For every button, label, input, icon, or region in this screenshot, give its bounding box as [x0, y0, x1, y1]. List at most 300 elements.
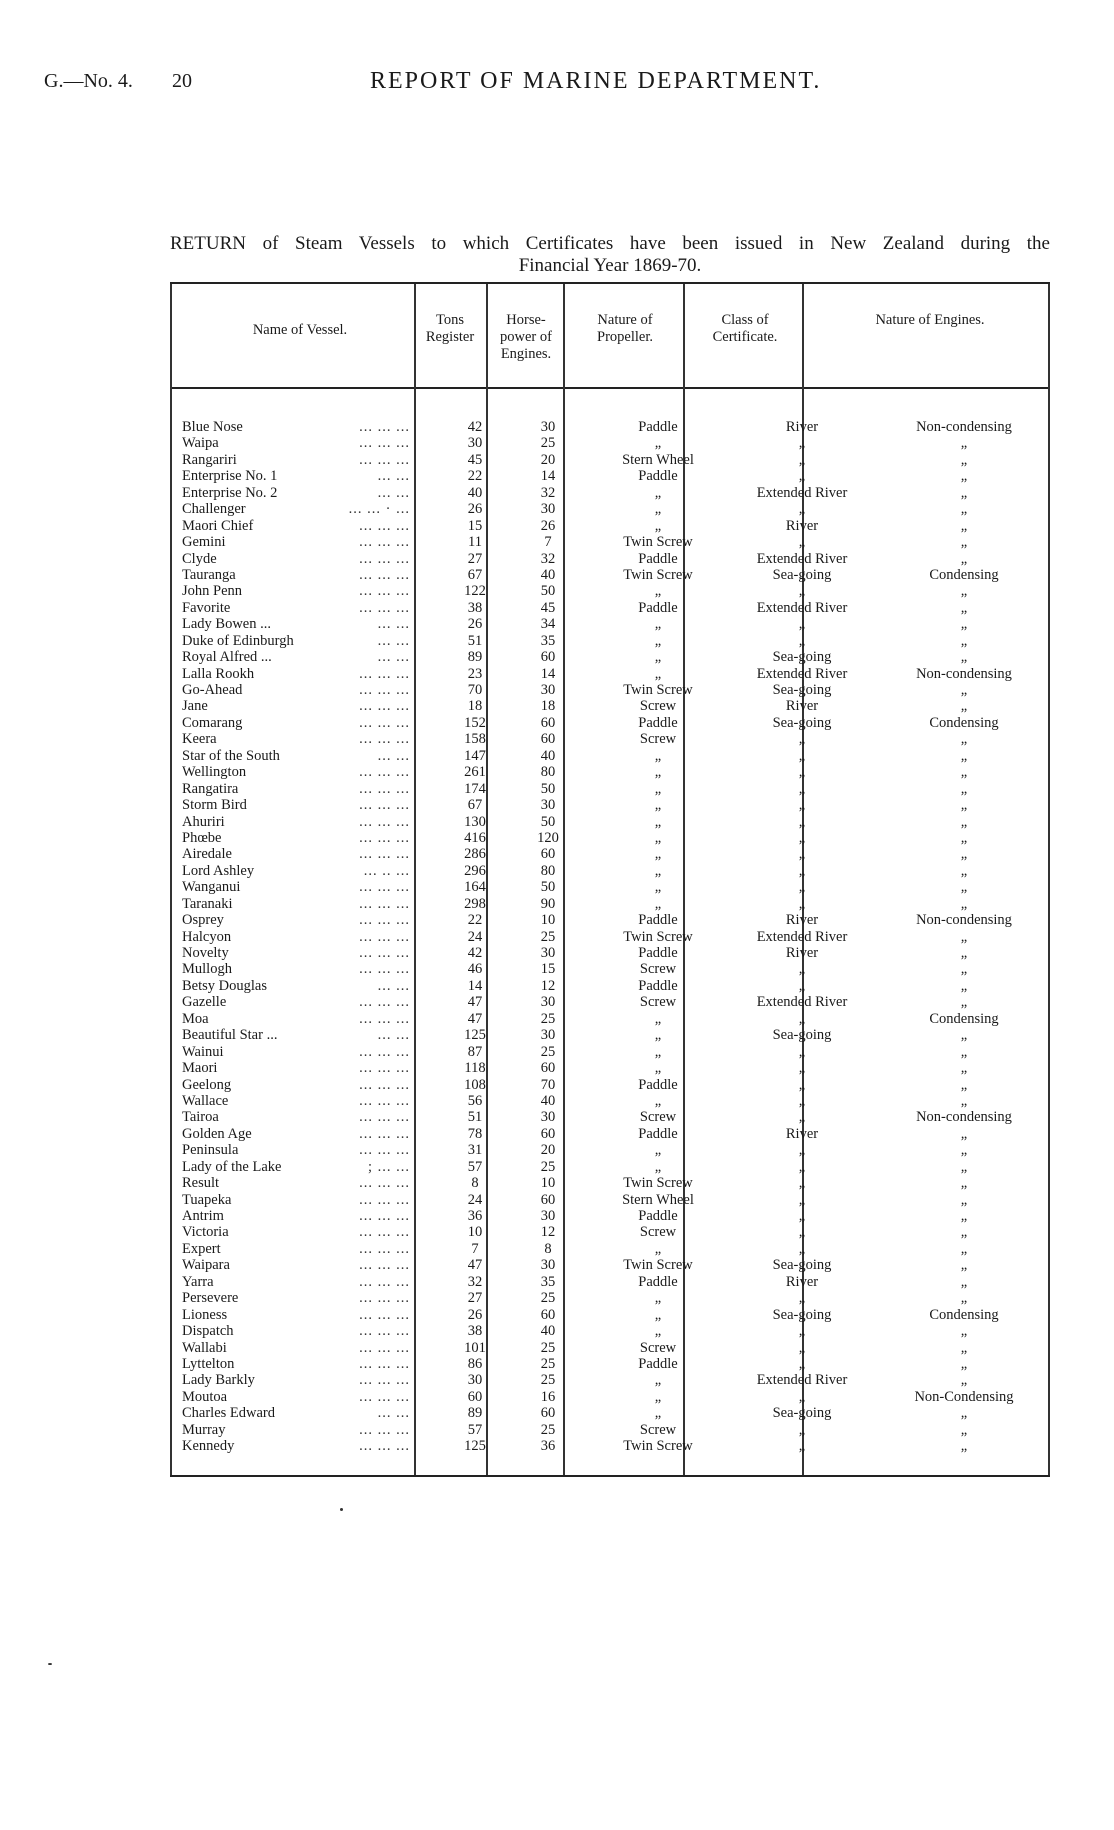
engines-cell: Non-condensing: [916, 665, 1012, 682]
tons-register-cell: 158: [464, 731, 486, 748]
engines-cell: Non-condensing: [916, 912, 1012, 929]
dot-leader: ... ...: [377, 632, 410, 649]
engines-cell: „: [960, 879, 968, 896]
propeller-cell: „: [654, 1043, 662, 1060]
table-row: [170, 764, 1050, 780]
dot-leader: ... ...: [377, 649, 410, 666]
tons-register-cell: 416: [464, 829, 486, 846]
table-title: [170, 233, 1050, 277]
propeller-cell: „: [654, 1142, 662, 1159]
certificate-class-cell: „: [798, 813, 806, 830]
vessel-name-cell: Result: [182, 1175, 220, 1192]
horsepower-cell: 20: [540, 1142, 556, 1159]
dot-leader: ... ... ...: [359, 599, 410, 616]
dot-leader: ... ... ...: [359, 1076, 410, 1093]
horsepower-cell: 30: [540, 501, 556, 518]
table-row: [170, 1192, 1050, 1208]
certificate-class-cell: River: [785, 1125, 819, 1142]
tons-register-cell: 7: [471, 1240, 479, 1257]
certificate-class-cell: Extended River: [756, 484, 848, 501]
engines-cell: „: [960, 945, 968, 961]
dot-leader: ... ... ...: [359, 1421, 410, 1438]
engines-cell: „: [960, 1060, 968, 1077]
horsepower-cell: 50: [540, 583, 556, 600]
tons-register-cell: 46: [467, 961, 483, 978]
propeller-cell: „: [654, 1092, 662, 1109]
horsepower-cell: 80: [540, 862, 556, 879]
table-row: [170, 600, 1050, 616]
certificate-class-cell: River: [785, 698, 819, 715]
tons-register-cell: 125: [464, 1438, 486, 1455]
horsepower-cell: 60: [540, 1191, 556, 1208]
tons-register-cell: 22: [467, 468, 483, 485]
dot-leader: ... ... ...: [359, 566, 410, 583]
certificate-class-cell: „: [798, 1076, 806, 1093]
propeller-cell: „: [654, 846, 662, 863]
propeller-cell: „: [654, 665, 662, 682]
horsepower-cell: 32: [540, 550, 556, 567]
dot-leader: ... ...: [377, 1027, 410, 1044]
table-row: [170, 1241, 1050, 1257]
certificate-class-cell: Sea-going: [772, 1405, 832, 1422]
dot-leader: ... ... ...: [359, 1257, 410, 1274]
horsepower-cell: 50: [540, 879, 556, 896]
tons-register-cell: 70: [467, 682, 483, 698]
vessel-name-cell: Airedale: [182, 846, 232, 863]
horsepower-cell: 60: [540, 714, 556, 731]
propeller-cell: „: [654, 649, 662, 666]
propeller-cell: Paddle: [638, 1273, 678, 1290]
propeller-cell: Paddle: [638, 1208, 678, 1224]
horsepower-cell: 25: [540, 1010, 556, 1027]
table-row: [170, 485, 1050, 501]
engines-cell: „: [960, 435, 968, 452]
tons-register-cell: 31: [467, 1142, 483, 1159]
certificate-class-cell: River: [785, 517, 819, 534]
page-title: REPORT OF MARINE DEPARTMENT.: [370, 68, 822, 94]
table-row: [170, 797, 1050, 813]
vessel-name-cell: Lioness: [182, 1306, 228, 1323]
dot-leader: ... ... ...: [359, 1208, 410, 1224]
certificate-class-cell: Sea-going: [772, 1306, 832, 1323]
vessel-name-cell: Storm Bird: [182, 797, 247, 814]
dot-leader: ... ... ...: [359, 961, 410, 978]
vessel-name-cell: Peninsula: [182, 1142, 239, 1159]
propeller-cell: „: [654, 501, 662, 518]
certificate-class-cell: River: [785, 945, 819, 961]
certificate-class-cell: „: [798, 1224, 806, 1241]
table-row: [170, 534, 1050, 550]
certificate-class-cell: „: [798, 1323, 806, 1340]
engines-cell: „: [960, 1240, 968, 1257]
vessel-name-cell: Golden Age: [182, 1125, 252, 1142]
vessel-name-cell: Kennedy: [182, 1438, 235, 1455]
engines-cell: „: [960, 1043, 968, 1060]
tons-register-cell: 36: [467, 1208, 483, 1224]
propeller-cell: „: [654, 879, 662, 896]
dot-leader: ... ... ...: [359, 1092, 410, 1109]
tons-register-cell: 130: [464, 813, 486, 830]
propeller-cell: „: [654, 1388, 662, 1405]
tons-register-cell: 26: [467, 501, 483, 518]
dot-leader: ... ...: [377, 977, 410, 994]
vessel-name-cell: Lady Barkly: [182, 1372, 255, 1389]
propeller-cell: Screw: [639, 961, 677, 978]
certificate-class-cell: „: [798, 895, 806, 912]
propeller-cell: Twin Screw: [623, 928, 693, 945]
column-header-tons: Tons Register: [425, 312, 475, 345]
table-row: [170, 1208, 1050, 1224]
dot-leader: ... ... ...: [359, 1142, 410, 1159]
engines-cell: „: [960, 1027, 968, 1044]
tons-register-cell: 89: [467, 649, 483, 666]
column-header-engines: Nature of Engines.: [875, 312, 985, 328]
table-row: [170, 863, 1050, 879]
certificate-class-cell: „: [798, 1421, 806, 1438]
horsepower-cell: 60: [540, 731, 556, 748]
engines-cell: „: [960, 550, 968, 567]
vessel-name-cell: Waipa: [182, 435, 219, 452]
vessel-name-cell: Keera: [182, 731, 217, 748]
table-row: [170, 1175, 1050, 1191]
tons-register-cell: 47: [467, 994, 483, 1011]
certificate-class-cell: „: [798, 1208, 806, 1224]
propeller-cell: Screw: [639, 1109, 677, 1126]
engines-cell: „: [960, 1339, 968, 1356]
tons-register-cell: 296: [464, 862, 486, 879]
tons-register-cell: 15: [467, 517, 483, 534]
dot-leader: ... ... ...: [359, 912, 410, 929]
dot-leader: ; ... ...: [367, 1158, 410, 1175]
dot-leader: ... ... ...: [359, 1043, 410, 1060]
propeller-cell: Twin Screw: [623, 534, 693, 551]
engines-cell: „: [960, 1290, 968, 1307]
tons-register-cell: 261: [464, 764, 486, 781]
engines-cell: „: [960, 1092, 968, 1109]
dot-leader: ... ... ...: [359, 813, 410, 830]
table-row: [170, 1077, 1050, 1093]
table-row: [170, 1438, 1050, 1454]
dot-leader: ... ... ...: [359, 994, 410, 1011]
column-header-propeller: Nature of Propeller.: [597, 312, 653, 345]
horsepower-cell: 25: [540, 1372, 556, 1389]
table-row: [170, 1060, 1050, 1076]
horsepower-cell: 14: [540, 468, 556, 485]
engines-cell: „: [960, 780, 968, 797]
vessels-table: [170, 282, 1050, 1477]
horsepower-cell: 15: [540, 961, 556, 978]
document-reference: G.—No. 4.: [44, 70, 133, 92]
certificate-class-cell: „: [798, 435, 806, 452]
dot-leader: ... ... ...: [359, 1175, 410, 1192]
vessel-name-cell: Ahuriri: [182, 813, 225, 830]
engines-cell: „: [960, 846, 968, 863]
table-row: [170, 1011, 1050, 1027]
horsepower-cell: 25: [540, 435, 556, 452]
propeller-cell: „: [654, 484, 662, 501]
table-row: [170, 567, 1050, 583]
table-row: [170, 896, 1050, 912]
certificate-class-cell: „: [798, 1043, 806, 1060]
engines-cell: „: [960, 1372, 968, 1389]
tons-register-cell: 298: [464, 895, 486, 912]
tons-register-cell: 47: [467, 1257, 483, 1274]
table-row: [170, 731, 1050, 747]
vessel-name-cell: Maori Chief: [182, 517, 254, 534]
tons-register-cell: 56: [467, 1092, 483, 1109]
tons-register-cell: 101: [464, 1339, 486, 1356]
tons-register-cell: 42: [467, 945, 483, 961]
vessel-name-cell: Antrim: [182, 1208, 224, 1224]
certificate-class-cell: „: [798, 1339, 806, 1356]
engines-cell: „: [960, 1224, 968, 1241]
horsepower-cell: 30: [540, 1208, 556, 1224]
column-header-name: Name of Vessel.: [252, 322, 348, 338]
tons-register-cell: 30: [467, 435, 483, 452]
dot-leader: ... ... ...: [359, 698, 410, 715]
vessel-name-cell: Clyde: [182, 550, 217, 567]
vessel-name-cell: Duke of Edinburgh: [182, 632, 294, 649]
propeller-cell: Paddle: [638, 912, 678, 929]
tons-register-cell: 23: [467, 665, 483, 682]
engines-cell: „: [960, 961, 968, 978]
tons-register-cell: 18: [467, 698, 483, 715]
engines-cell: Non-Condensing: [914, 1388, 1014, 1405]
table-row: [170, 419, 1050, 435]
engines-cell: „: [960, 682, 968, 698]
tons-register-cell: 67: [467, 566, 483, 583]
dot-leader: ... ... ...: [359, 1191, 410, 1208]
table-row: [170, 830, 1050, 846]
table-row: [170, 1093, 1050, 1109]
table-top-rule: [170, 282, 1050, 284]
propeller-cell: Screw: [639, 1421, 677, 1438]
horsepower-cell: 26: [540, 517, 556, 534]
dot-leader: ... ... ...: [359, 1438, 410, 1455]
engines-cell: „: [960, 928, 968, 945]
engines-cell: „: [960, 1208, 968, 1224]
dot-leader: ... ... ...: [359, 1125, 410, 1142]
tons-register-cell: 122: [464, 583, 486, 600]
dot-leader: ... ... ...: [359, 1388, 410, 1405]
table-row: [170, 1307, 1050, 1323]
dot-leader: ... ... · ...: [348, 501, 410, 518]
certificate-class-cell: „: [798, 1175, 806, 1192]
vessel-name-cell: Challenger: [182, 501, 246, 518]
horsepower-cell: 60: [540, 1060, 556, 1077]
tons-register-cell: 174: [464, 780, 486, 797]
table-row: [170, 961, 1050, 977]
vessel-name-cell: Star of the South: [182, 747, 280, 764]
propeller-cell: Paddle: [638, 550, 678, 567]
vessel-name-cell: Osprey: [182, 912, 224, 929]
vessel-name-cell: Lyttelton: [182, 1355, 235, 1372]
vessel-name-cell: Wallace: [182, 1092, 229, 1109]
tons-register-cell: 22: [467, 912, 483, 929]
propeller-cell: „: [654, 1010, 662, 1027]
certificate-class-cell: „: [798, 961, 806, 978]
vessel-name-cell: Maori: [182, 1060, 218, 1077]
tons-register-cell: 152: [464, 714, 486, 731]
certificate-class-cell: „: [798, 468, 806, 485]
tons-register-cell: 125: [464, 1027, 486, 1044]
tons-register-cell: 26: [467, 1306, 483, 1323]
horsepower-cell: 40: [540, 566, 556, 583]
table-row: [170, 435, 1050, 451]
certificate-class-cell: „: [798, 1290, 806, 1307]
vessel-name-cell: Taranaki: [182, 895, 233, 912]
certificate-class-cell: „: [798, 1191, 806, 1208]
horsepower-cell: 14: [540, 665, 556, 682]
engines-cell: Condensing: [929, 714, 999, 731]
certificate-class-cell: Extended River: [756, 550, 848, 567]
propeller-cell: „: [654, 829, 662, 846]
horsepower-cell: 10: [540, 912, 556, 929]
engines-cell: Condensing: [929, 1010, 999, 1027]
propeller-cell: „: [654, 780, 662, 797]
propeller-cell: Twin Screw: [623, 566, 693, 583]
engines-cell: „: [960, 698, 968, 715]
table-row: [170, 912, 1050, 928]
propeller-cell: „: [654, 1158, 662, 1175]
horsepower-cell: 90: [540, 895, 556, 912]
certificate-class-cell: Extended River: [756, 994, 848, 1011]
certificate-class-cell: Extended River: [756, 1372, 848, 1389]
propeller-cell: Paddle: [638, 468, 678, 485]
table-row: [170, 698, 1050, 714]
dot-leader: ... ... ...: [359, 665, 410, 682]
tons-register-cell: 164: [464, 879, 486, 896]
horsepower-cell: 25: [540, 1290, 556, 1307]
table-row: [170, 879, 1050, 895]
vessel-name-cell: Lady Bowen ...: [182, 616, 271, 633]
certificate-class-cell: „: [798, 977, 806, 994]
tons-register-cell: 30: [467, 1372, 483, 1389]
engines-cell: „: [960, 862, 968, 879]
vessel-name-cell: Lord Ashley: [182, 862, 255, 879]
tons-register-cell: 40: [467, 484, 483, 501]
horsepower-cell: 12: [540, 1224, 556, 1241]
certificate-class-cell: „: [798, 1060, 806, 1077]
engines-cell: „: [960, 1405, 968, 1422]
propeller-cell: „: [654, 583, 662, 600]
vessel-name-cell: Expert: [182, 1240, 221, 1257]
dot-leader: ... ... ...: [359, 1355, 410, 1372]
propeller-cell: „: [654, 632, 662, 649]
propeller-cell: Paddle: [638, 1125, 678, 1142]
table-row: [170, 1257, 1050, 1273]
tons-register-cell: 14: [467, 977, 483, 994]
table-row: [170, 978, 1050, 994]
propeller-cell: Paddle: [638, 1355, 678, 1372]
horsepower-cell: 12: [540, 977, 556, 994]
engines-cell: „: [960, 977, 968, 994]
propeller-cell: „: [654, 813, 662, 830]
table-title-line-2: Financial Year 1869-70.: [518, 255, 702, 276]
horsepower-cell: 25: [540, 1355, 556, 1372]
engines-cell: „: [960, 747, 968, 764]
certificate-class-cell: „: [798, 1388, 806, 1405]
dot-leader: ... ... ...: [359, 1290, 410, 1307]
dot-leader: ... ... ...: [359, 1240, 410, 1257]
tons-register-cell: 24: [467, 928, 483, 945]
certificate-class-cell: „: [798, 616, 806, 633]
engines-cell: „: [960, 583, 968, 600]
horsepower-cell: 30: [540, 682, 556, 698]
dot-leader: ... ... ...: [359, 583, 410, 600]
engines-cell: „: [960, 1076, 968, 1093]
tons-register-cell: 10: [467, 1224, 483, 1241]
horsepower-cell: 16: [540, 1388, 556, 1405]
table-row: [170, 682, 1050, 698]
table-row: [170, 945, 1050, 961]
horsepower-cell: 60: [540, 846, 556, 863]
dot-leader: ... ... ...: [359, 1109, 410, 1126]
certificate-class-cell: „: [798, 846, 806, 863]
table-row: [170, 551, 1050, 567]
propeller-cell: Twin Screw: [623, 1175, 693, 1192]
vessel-name-cell: Tuapeka: [182, 1191, 232, 1208]
horsepower-cell: 30: [540, 797, 556, 814]
dot-leader: ... ... ...: [359, 1339, 410, 1356]
table-row: [170, 1109, 1050, 1125]
dot-leader: ... ... ...: [359, 517, 410, 534]
vessel-name-cell: Novelty: [182, 945, 229, 961]
table-row: [170, 1274, 1050, 1290]
certificate-class-cell: „: [798, 501, 806, 518]
horsepower-cell: 25: [540, 1421, 556, 1438]
table-row: [170, 748, 1050, 764]
vessel-name-cell: Mullogh: [182, 961, 232, 978]
vessel-name-cell: Halcyon: [182, 928, 232, 945]
engines-cell: „: [960, 1323, 968, 1340]
table-row: [170, 518, 1050, 534]
propeller-cell: Screw: [639, 1224, 677, 1241]
propeller-cell: „: [654, 1306, 662, 1323]
propeller-cell: Twin Screw: [623, 682, 693, 698]
certificate-class-cell: „: [798, 862, 806, 879]
table-row: [170, 1027, 1050, 1043]
vessel-name-cell: Rangatira: [182, 780, 239, 797]
dot-leader: ... ... ...: [359, 1224, 410, 1241]
horsepower-cell: 25: [540, 928, 556, 945]
dot-leader: ... ... ...: [359, 731, 410, 748]
table-row: [170, 1290, 1050, 1306]
engines-cell: „: [960, 1175, 968, 1192]
engines-cell: „: [960, 797, 968, 814]
propeller-cell: Screw: [639, 994, 677, 1011]
engines-cell: „: [960, 1273, 968, 1290]
dot-leader: ... ... ...: [359, 1323, 410, 1340]
horsepower-cell: 60: [540, 1405, 556, 1422]
certificate-class-cell: „: [798, 780, 806, 797]
horsepower-cell: 80: [540, 764, 556, 781]
vessel-name-cell: Lalla Rookh: [182, 665, 255, 682]
horsepower-cell: 45: [540, 599, 556, 616]
dot-leader: ... ... ...: [359, 435, 410, 452]
certificate-class-cell: „: [798, 1010, 806, 1027]
vessel-name-cell: Wellington: [182, 764, 247, 781]
propeller-cell: Screw: [639, 698, 677, 715]
certificate-class-cell: Sea-going: [772, 649, 832, 666]
propeller-cell: Twin Screw: [623, 1438, 693, 1455]
vessel-name-cell: Waipara: [182, 1257, 230, 1274]
tons-register-cell: 286: [464, 846, 486, 863]
engines-cell: „: [960, 616, 968, 633]
vessel-name-cell: Tauranga: [182, 566, 236, 583]
vessel-name-cell: Charles Edward: [182, 1405, 276, 1422]
certificate-class-cell: „: [798, 797, 806, 814]
